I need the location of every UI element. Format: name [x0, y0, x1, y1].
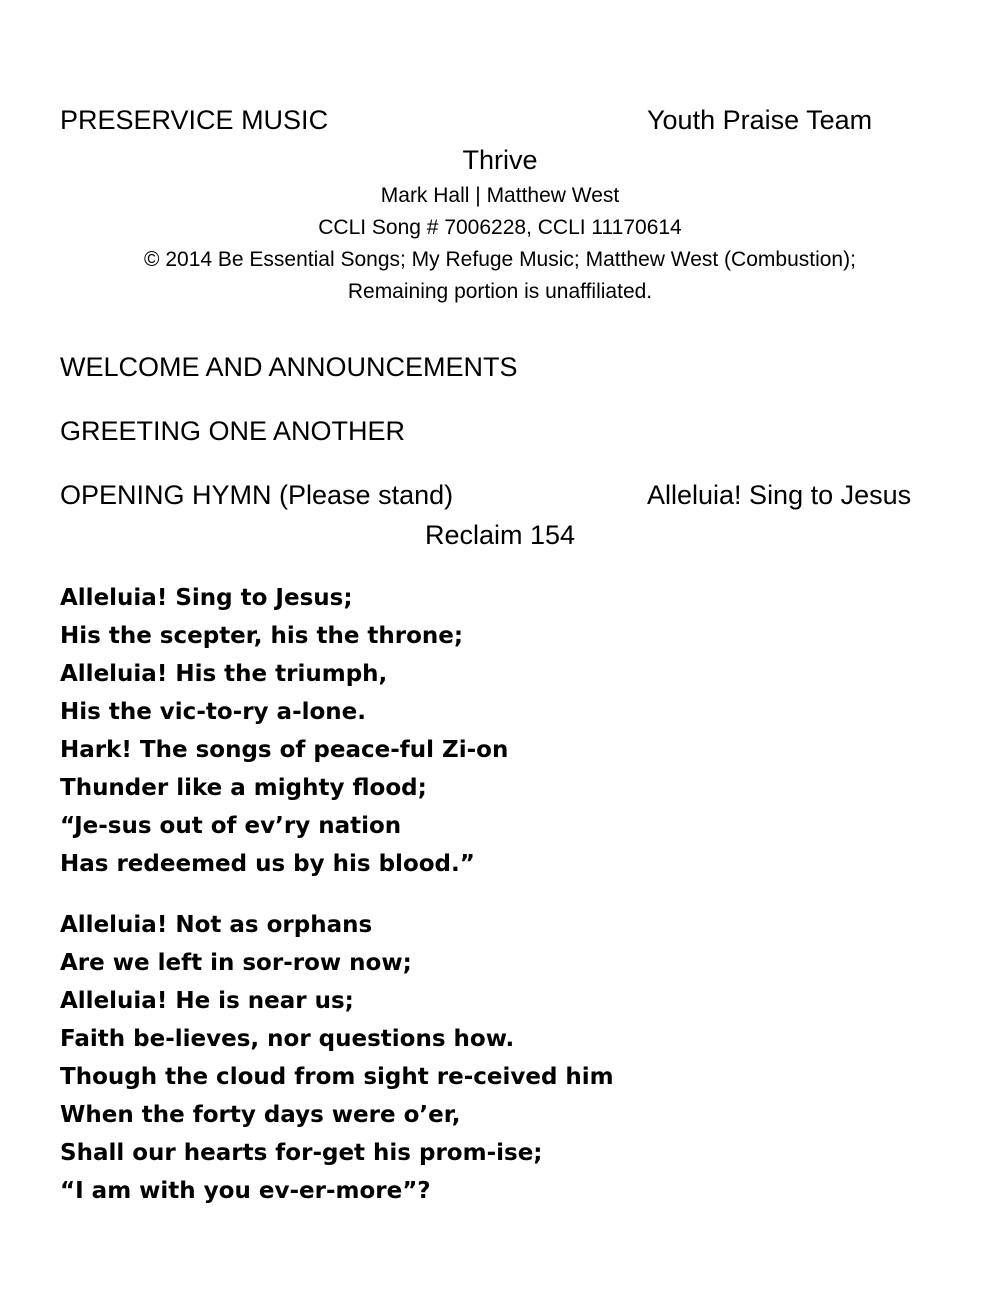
verse-line: Alleluia! His the triumph,: [60, 661, 388, 687]
opening-hymn-title: Alleluia! Sing to Jesus: [647, 480, 912, 510]
hymn-verse-1: [60, 579, 508, 883]
preservice-performer: Youth Praise Team: [647, 105, 873, 135]
verse-line: His the scepter, his the throne;: [60, 623, 464, 649]
verse-line: Faith be-lieves, nor questions how.: [60, 1026, 515, 1052]
verse-line: Alleluia! Not as orphans: [60, 912, 373, 938]
hymnal-reference: Reclaim 154: [424, 520, 576, 550]
song-copyright-note: Remaining portion is unaffiliated.: [347, 280, 653, 303]
song-copyright: © 2014 Be Essential Songs; My Refuge Music; Matthew West (Combustion);: [144, 248, 856, 271]
verse-line: Shall our hearts for-get his prom-ise;: [60, 1140, 543, 1166]
verse-line: Hark! The songs of peace-ful Zi-on: [60, 737, 509, 763]
song-authors: Mark Hall | Matthew West: [380, 184, 620, 207]
hymn-verse-2: [60, 906, 614, 1210]
preservice-song-title: Thrive: [462, 145, 538, 175]
verse-line: “I am with you ev-er-more”?: [60, 1178, 431, 1204]
verse-line: Are we left in sor-row now;: [60, 950, 412, 976]
song-ccli: CCLI Song # 7006228, CCLI 11170614: [318, 216, 682, 239]
verse-line: “Je-sus out of ev’ry nation: [60, 813, 402, 839]
greeting-heading: GREETING ONE ANOTHER: [60, 416, 406, 446]
verse-line: Though the cloud from sight re-ceived him: [60, 1064, 614, 1090]
verse-line: His the vic-to-ry a-lone.: [60, 699, 367, 725]
verse-line: Has redeemed us by his blood.”: [60, 851, 475, 877]
preservice-heading: PRESERVICE MUSIC: [60, 105, 329, 135]
verse-line: Alleluia! Sing to Jesus;: [60, 585, 353, 611]
verse-line: When the forty days were o’er,: [60, 1102, 461, 1128]
welcome-heading: WELCOME AND ANNOUNCEMENTS: [60, 352, 518, 382]
opening-hymn-heading: OPENING HYMN (Please stand): [60, 480, 454, 510]
verse-line: Alleluia! He is near us;: [60, 988, 354, 1014]
verse-line: Thunder like a mighty flood;: [60, 775, 427, 801]
